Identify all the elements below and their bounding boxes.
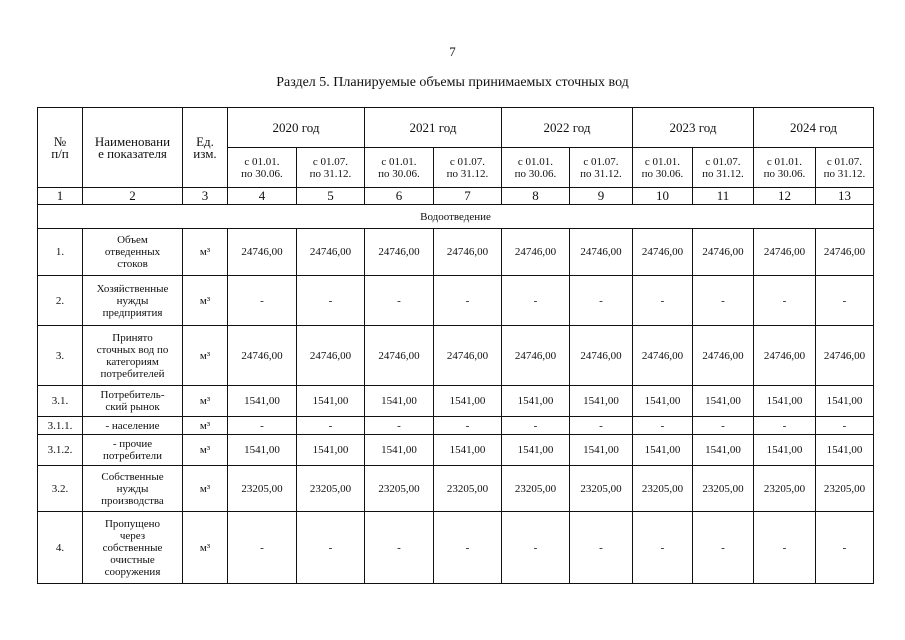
row-value: 1541,00: [365, 435, 434, 466]
row-value: 24746,00: [816, 326, 874, 386]
row-value: -: [570, 512, 633, 584]
row-value: -: [633, 417, 693, 435]
section-title: Раздел 5. Планируемые объемы принимаемых сточных вод: [276, 75, 629, 90]
row-value: 1541,00: [434, 435, 502, 466]
row-value: -: [434, 512, 502, 584]
row-value: 1541,00: [502, 435, 570, 466]
row-value: 23205,00: [365, 466, 434, 512]
row-value: 24746,00: [297, 326, 365, 386]
column-number: 11: [693, 188, 754, 205]
row-name: Пропущено через собственные очистные сооружения: [83, 512, 183, 584]
row-value: 24746,00: [754, 326, 816, 386]
column-number: 8: [502, 188, 570, 205]
header-row-years: [38, 108, 874, 148]
row-value: 24746,00: [434, 326, 502, 386]
section-label: Водоотведение: [38, 205, 874, 229]
row-unit: м³: [183, 276, 228, 326]
row-value: -: [228, 512, 297, 584]
row-value: 24746,00: [365, 229, 434, 276]
row-value: 1541,00: [228, 435, 297, 466]
row-num: 3.1.1.: [38, 417, 83, 435]
row-num: 1.: [38, 229, 83, 276]
row-value: 24746,00: [434, 229, 502, 276]
table-row: [38, 326, 874, 386]
header-period: с 01.01. по 30.06.: [754, 148, 816, 188]
table-row: [38, 466, 874, 512]
row-value: 1541,00: [297, 435, 365, 466]
row-value: -: [816, 417, 874, 435]
row-value: 24746,00: [693, 229, 754, 276]
row-value: 1541,00: [570, 386, 633, 417]
row-value: 24746,00: [633, 229, 693, 276]
row-value: 24746,00: [297, 229, 365, 276]
column-number: 1: [38, 188, 83, 205]
row-value: -: [297, 417, 365, 435]
row-value: 23205,00: [434, 466, 502, 512]
column-number: 3: [183, 188, 228, 205]
row-value: 1541,00: [633, 435, 693, 466]
row-value: -: [228, 417, 297, 435]
header-year: 2023 год: [633, 108, 754, 148]
row-value: -: [754, 276, 816, 326]
column-number: 9: [570, 188, 633, 205]
column-numbers-row: [38, 188, 874, 205]
row-value: 24746,00: [633, 326, 693, 386]
header-unit: Ед. изм.: [183, 108, 228, 188]
row-value: 1541,00: [816, 386, 874, 417]
column-number: 7: [434, 188, 502, 205]
section-row: [38, 205, 874, 229]
row-num: 3.: [38, 326, 83, 386]
row-value: 23205,00: [754, 466, 816, 512]
table-row: [38, 512, 874, 584]
row-name: - прочие потребители: [83, 435, 183, 466]
row-name: - население: [83, 417, 183, 435]
column-number: 5: [297, 188, 365, 205]
row-value: -: [365, 512, 434, 584]
header-period: с 01.01. по 30.06.: [502, 148, 570, 188]
row-value: 23205,00: [297, 466, 365, 512]
row-value: -: [297, 512, 365, 584]
row-value: 1541,00: [816, 435, 874, 466]
column-number: 10: [633, 188, 693, 205]
row-unit: м³: [183, 466, 228, 512]
page-number: 7: [449, 44, 456, 59]
row-value: 1541,00: [297, 386, 365, 417]
row-value: 1541,00: [693, 386, 754, 417]
row-name: Потребитель- ский рынок: [83, 386, 183, 417]
column-number: 4: [228, 188, 297, 205]
row-value: 24746,00: [570, 229, 633, 276]
row-unit: м³: [183, 386, 228, 417]
row-value: -: [365, 276, 434, 326]
row-value: 1541,00: [570, 435, 633, 466]
row-unit: м³: [183, 435, 228, 466]
row-value: 1541,00: [365, 386, 434, 417]
row-value: -: [570, 417, 633, 435]
row-value: 23205,00: [816, 466, 874, 512]
header-period: с 01.07. по 31.12.: [434, 148, 502, 188]
header-period: с 01.07. по 31.12.: [570, 148, 633, 188]
row-value: 23205,00: [570, 466, 633, 512]
row-value: 1541,00: [228, 386, 297, 417]
header-period: с 01.01. по 30.06.: [633, 148, 693, 188]
header-year: 2024 год: [754, 108, 874, 148]
row-value: 24746,00: [816, 229, 874, 276]
row-name: Принято сточных вод по категориям потребителей: [83, 326, 183, 386]
header-num: № п/п: [38, 108, 83, 188]
row-value: -: [693, 417, 754, 435]
row-num: 3.1.2.: [38, 435, 83, 466]
table-row: [38, 229, 874, 276]
row-value: 1541,00: [502, 386, 570, 417]
row-name: Хозяйственные нужды предприятия: [83, 276, 183, 326]
row-value: 24746,00: [228, 326, 297, 386]
row-value: -: [365, 417, 434, 435]
row-value: -: [434, 276, 502, 326]
row-value: -: [754, 512, 816, 584]
row-value: 24746,00: [693, 326, 754, 386]
header-year: 2021 год: [365, 108, 502, 148]
row-num: 3.1.: [38, 386, 83, 417]
row-value: 1541,00: [633, 386, 693, 417]
row-value: -: [816, 512, 874, 584]
column-number: 6: [365, 188, 434, 205]
header-period: с 01.07. по 31.12.: [297, 148, 365, 188]
row-value: -: [570, 276, 633, 326]
row-value: -: [502, 417, 570, 435]
row-value: -: [633, 512, 693, 584]
row-num: 2.: [38, 276, 83, 326]
row-value: -: [502, 276, 570, 326]
header-period: с 01.01. по 30.06.: [228, 148, 297, 188]
table-row: [38, 435, 874, 466]
row-value: 24746,00: [365, 326, 434, 386]
row-value: 23205,00: [502, 466, 570, 512]
column-number: 2: [83, 188, 183, 205]
row-value: 1541,00: [434, 386, 502, 417]
row-value: 24746,00: [754, 229, 816, 276]
row-value: 24746,00: [502, 229, 570, 276]
row-value: -: [502, 512, 570, 584]
header-period: с 01.07. по 31.12.: [693, 148, 754, 188]
row-value: 23205,00: [633, 466, 693, 512]
row-unit: м³: [183, 417, 228, 435]
header-period: с 01.07. по 31.12.: [816, 148, 874, 188]
row-value: 24746,00: [570, 326, 633, 386]
row-value: -: [228, 276, 297, 326]
row-unit: м³: [183, 512, 228, 584]
row-value: -: [434, 417, 502, 435]
table-row: [38, 386, 874, 417]
row-value: 24746,00: [502, 326, 570, 386]
table-row: [38, 417, 874, 435]
header-year: 2020 год: [228, 108, 365, 148]
row-value: -: [754, 417, 816, 435]
row-value: 1541,00: [693, 435, 754, 466]
column-number: 13: [816, 188, 874, 205]
row-value: 1541,00: [754, 386, 816, 417]
row-name: Собственные нужды производства: [83, 466, 183, 512]
row-unit: м³: [183, 326, 228, 386]
row-value: 24746,00: [228, 229, 297, 276]
row-value: -: [297, 276, 365, 326]
row-num: 3.2.: [38, 466, 83, 512]
header-period: с 01.01. по 30.06.: [365, 148, 434, 188]
row-value: -: [633, 276, 693, 326]
header-year: 2022 год: [502, 108, 633, 148]
row-value: -: [816, 276, 874, 326]
planned-wastewater-table: [37, 107, 874, 584]
row-value: 1541,00: [754, 435, 816, 466]
row-value: -: [693, 512, 754, 584]
row-value: 23205,00: [228, 466, 297, 512]
row-num: 4.: [38, 512, 83, 584]
column-number: 12: [754, 188, 816, 205]
row-name: Объем отведенных стоков: [83, 229, 183, 276]
row-value: 23205,00: [693, 466, 754, 512]
row-unit: м³: [183, 229, 228, 276]
header-name: Наименовани е показателя: [83, 108, 183, 188]
table-row: [38, 276, 874, 326]
row-value: -: [693, 276, 754, 326]
